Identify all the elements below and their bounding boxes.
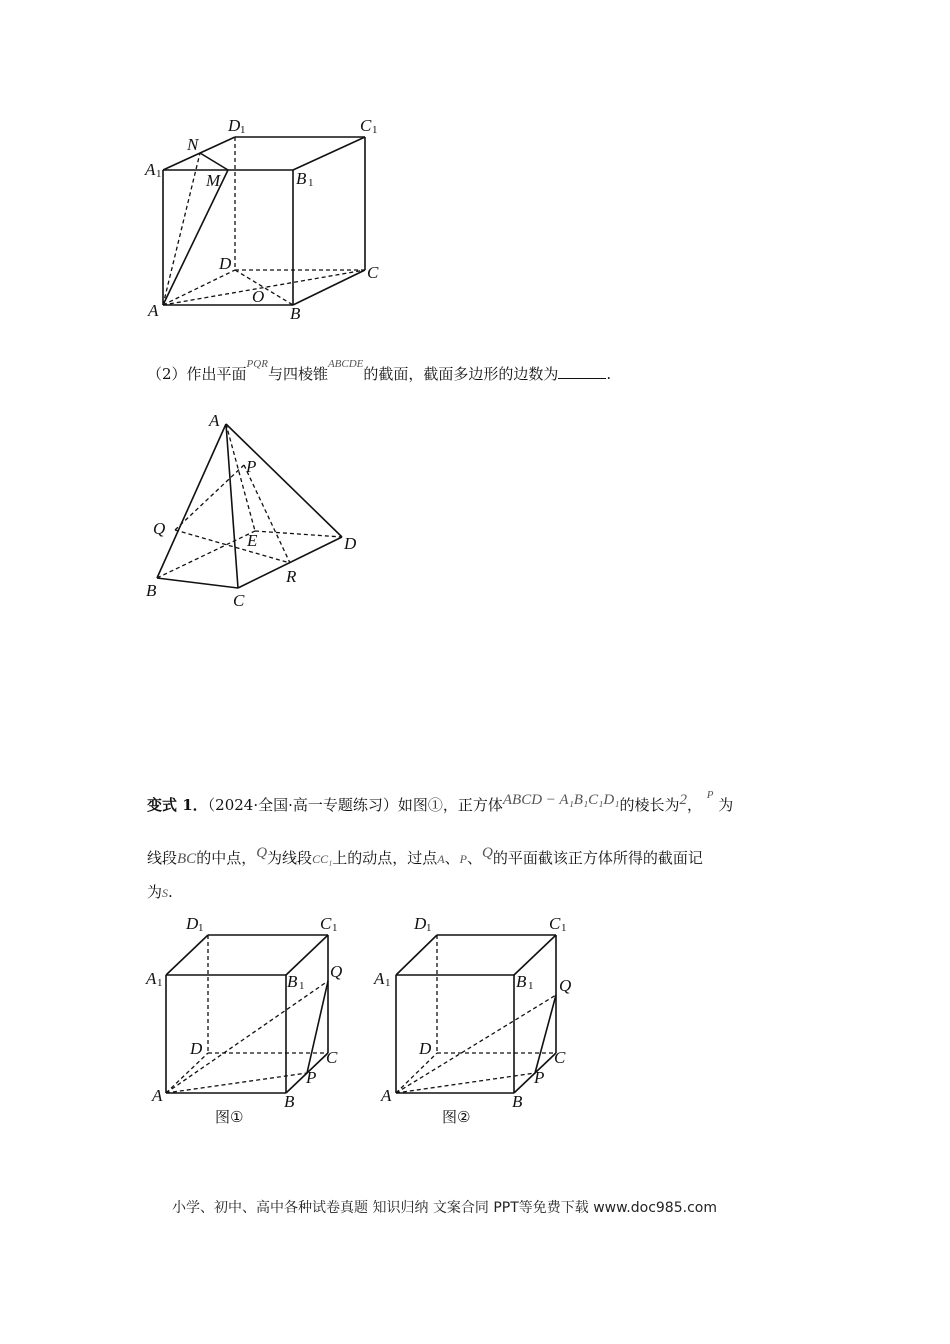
svg-text:1: 1 [240, 124, 246, 136]
variant-line-1: 变式 1．（2024·全国·高一专题练习）如图①，正方体ABCD − A₁B₁C₁D₁的棱长为2， $^P$ 为 [147, 789, 734, 814]
svg-text:B: B [287, 972, 298, 991]
svg-text:A: A [152, 1086, 163, 1105]
label-B1: B [296, 169, 307, 188]
answer-blank[interactable] [558, 364, 606, 379]
figure-cubes-1-2 [145, 910, 585, 1135]
caption-figure-1: 图① [215, 1108, 244, 1126]
label-B: B [290, 304, 301, 323]
figure-pyramid [145, 405, 370, 615]
svg-text:1: 1 [385, 977, 391, 989]
svg-text:B: B [516, 972, 527, 991]
svg-text:D: D [186, 914, 199, 933]
math-PQR: PQR [246, 358, 268, 370]
label-Q: Q [153, 519, 166, 538]
math-ABCDE: ABCDE [327, 358, 364, 370]
svg-text:1: 1 [561, 922, 567, 934]
label-A: A [209, 411, 220, 430]
svg-text:1: 1 [299, 980, 305, 992]
variant-line-3: 为S. [147, 883, 173, 901]
svg-text:1: 1 [156, 168, 162, 180]
svg-text:1: 1 [157, 977, 163, 989]
svg-text:Q: Q [330, 962, 343, 981]
svg-text:1: 1 [332, 922, 338, 934]
label-A: A [148, 301, 159, 320]
question-2: （2）作出平面$^{PQR}$与四棱锥$^{ABCDE}$的截面，截面多边形的边数为 . [147, 358, 612, 383]
label-N: N [187, 135, 199, 154]
label-D: D [219, 254, 232, 273]
svg-text:P: P [306, 1068, 317, 1087]
svg-text:A: A [146, 969, 157, 988]
label-C: C [367, 263, 379, 282]
label-B: B [146, 581, 157, 600]
svg-text:1: 1 [308, 177, 314, 189]
label-A1: A [145, 160, 156, 179]
svg-text:Q: Q [559, 976, 572, 995]
svg-text:C: C [549, 914, 561, 933]
caption-figure-2: 图② [442, 1108, 471, 1126]
svg-text:D: D [190, 1039, 203, 1058]
svg-text:1: 1 [426, 922, 432, 934]
label-E: E [247, 531, 258, 550]
label-M: M [206, 171, 221, 190]
label-P: P [246, 457, 257, 476]
svg-text:D: D [414, 914, 427, 933]
label-R: R [286, 567, 297, 586]
figure-cube-section [140, 108, 400, 328]
svg-text:P: P [534, 1068, 545, 1087]
svg-text:B: B [284, 1092, 295, 1111]
svg-text:1: 1 [372, 124, 378, 136]
svg-text:A: A [381, 1086, 392, 1105]
svg-text:1: 1 [528, 980, 534, 992]
label-D: D [344, 534, 357, 553]
svg-text:C: C [554, 1048, 566, 1067]
svg-text:C: C [326, 1048, 338, 1067]
label-C: C [233, 591, 245, 610]
label-C1: C [360, 116, 372, 135]
math-cube: ABCD − A₁B₁C₁D₁ [502, 792, 620, 808]
variant-line-2: 线段BC的中点，Q为线段CC₁上的动点，过点A、P、Q的平面截该正方体所得的截面记 [147, 845, 703, 867]
svg-text:A: A [374, 969, 385, 988]
svg-text:1: 1 [198, 922, 204, 934]
variant-title: 变式 1． [147, 796, 208, 814]
label-O: O [252, 287, 265, 306]
svg-text:C: C [320, 914, 332, 933]
svg-text:B: B [512, 1092, 523, 1111]
footer-text: 小学、初中、高中各种试卷真题 知识归纳 文案合同 PPT等免费下载 www.doc985.com [172, 1200, 717, 1216]
label-D1: D [228, 116, 241, 135]
svg-text:D: D [419, 1039, 432, 1058]
